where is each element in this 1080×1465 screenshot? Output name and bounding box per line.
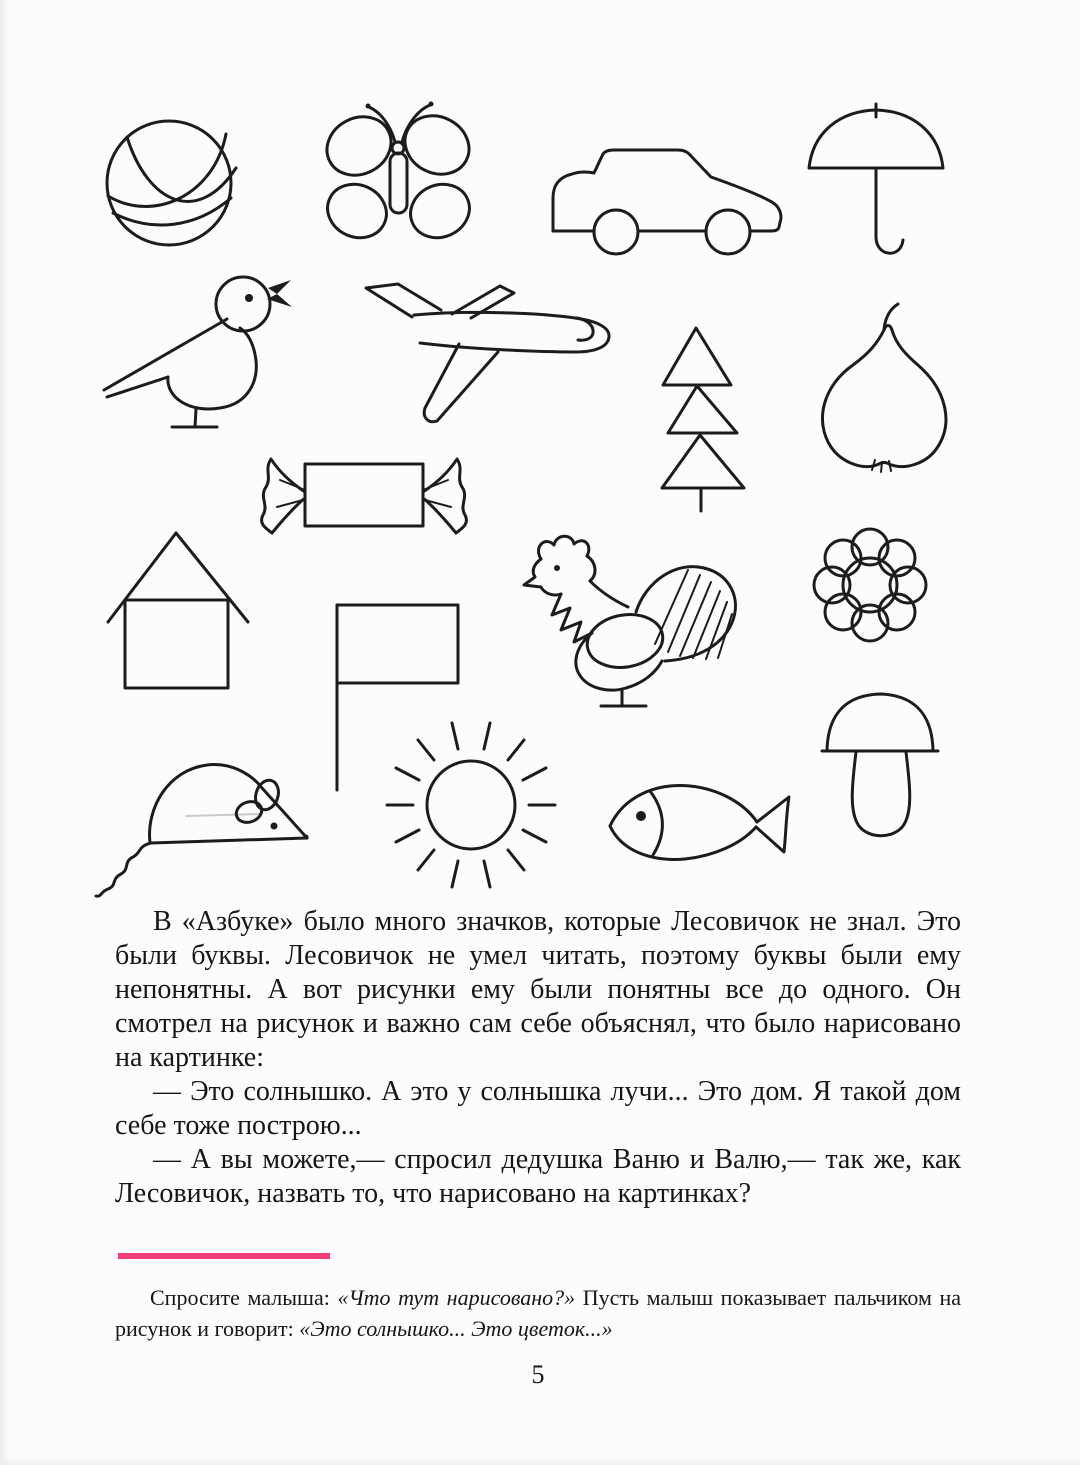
drawing-butterfly — [317, 102, 480, 247]
drawing-mushroom — [822, 694, 938, 836]
drawing-fish — [610, 786, 789, 860]
drawing-flower — [814, 529, 926, 641]
story-paragraph: В «Азбуке» было много значков, которые Лесовичок не знал. Это были буквы. Лесовичок не умел читать, поэтому буквы были ему непонятны. А вот рисунки ему были понятны все до одного. Он смотрел на рисунок и важно сам себе объяснял, что было нарисовано на картинке: — [115, 906, 961, 1073]
drawing-rooster — [524, 536, 735, 706]
drawing-car — [553, 150, 781, 254]
drawing-flag — [337, 605, 458, 790]
footnote-part: Спросите малыша: — [150, 1285, 338, 1310]
footnote-part: Пусть малыш показывает пальчиком на рисунок и говорит: — [115, 1285, 962, 1341]
drawing-ball — [107, 121, 236, 245]
drawing-fir-tree — [662, 328, 744, 511]
footnote-part-italic: «Это солнышко... Это цветок...» — [299, 1316, 613, 1341]
drawing-house — [108, 533, 248, 688]
drawing-pear — [822, 304, 945, 472]
drawing-airplane — [366, 284, 609, 422]
story-paragraph: — Это солнышко. А это у солнышка лучи... Это дом. Я такой дом себе тоже построю... — [115, 1076, 961, 1141]
footnote-text — [115, 1282, 961, 1344]
drawing-mouse — [96, 765, 309, 897]
footnote — [115, 1282, 961, 1344]
drawing-candy — [262, 459, 467, 533]
footnote-accent-rule — [118, 1253, 330, 1259]
drawing-bird — [104, 277, 292, 427]
footnote-part-italic: «Что тут нарисовано?» — [337, 1285, 576, 1310]
story-text — [115, 905, 961, 1211]
drawing-umbrella — [809, 104, 943, 253]
drawing-sun — [387, 723, 555, 887]
story-paragraph: — А вы можете,— спросил дедушка Ваню и Валю,— так же, как Лесовичок, назвать то, что нарисовано на картинках? — [115, 1144, 961, 1209]
page-number: 5 — [531, 1360, 545, 1389]
